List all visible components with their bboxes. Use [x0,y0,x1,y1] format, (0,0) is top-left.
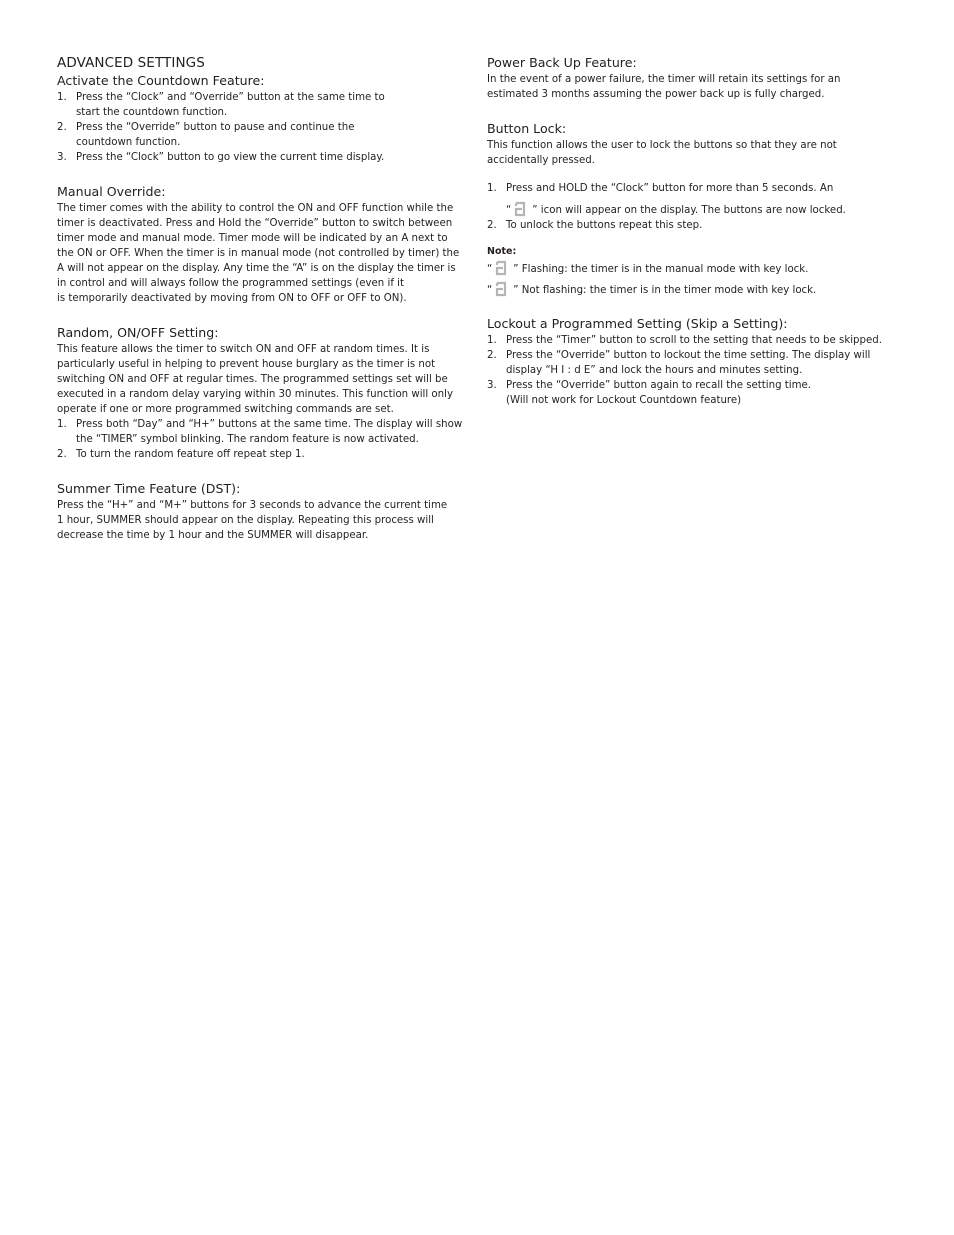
text-line: 1 hour, SUMMER should appear on the display. Repeating this process will [57,515,434,526]
list-item [57,90,467,120]
list-number: 2. [487,350,497,361]
list-text: countdown function. [76,137,181,148]
list-text: display “H I : d E” and lock the hours and minutes setting. [506,365,803,376]
text-line: operate if one or more programmed switching commands are set. [57,404,394,415]
text-line: Press the “H+” and “M+” buttons for 3 seconds to advance the current time [57,500,448,511]
countdown-section [57,73,467,165]
open-quote: “ [487,264,493,275]
key-lock-a-icon [494,281,508,297]
list-text: Press the “Override” button to lockout the time setting. The display will [506,350,871,361]
list-number: 2. [487,220,497,231]
note-text: ” Flashing: the timer is in the manual mode with key lock. [513,264,809,275]
text-line: A will not appear on the display. Any time the “A” is on the display the timer is [57,263,456,274]
summer-heading: Summer Time Feature (DST): [57,481,241,496]
countdown-steps [57,90,467,165]
page-title: ADVANCED SETTINGS [57,55,205,71]
lockout-heading: Lockout a Programmed Setting (Skip a Setting): [487,316,788,331]
text-line: estimated 3 months assuming the power back up is fully charged. [487,89,825,100]
list-item [487,348,892,378]
random-body [57,342,467,417]
list-number: 1. [487,183,497,194]
power-heading: Power Back Up Feature: [487,55,637,70]
list-text: To unlock the buttons repeat this step. [506,220,703,231]
button-lock-heading: Button Lock: [487,121,567,136]
open-quote: “ [487,285,493,296]
summer-section [57,481,467,543]
text-line: switching ON and OFF at regular times. The programmed settings set will be [57,374,448,385]
text-line: accidentally pressed. [487,155,595,166]
random-section [57,325,467,462]
spacer [487,168,892,181]
list-text: the “TIMER” symbol blinking. The random feature is now activated. [76,434,419,445]
note-label: Note: [487,246,517,257]
list-text: start the countdown function. [76,107,228,118]
button-lock-body [487,138,892,168]
list-item [57,417,467,447]
text-line: the ON or OFF. When the timer is in manual mode (not controlled by timer) the [57,248,460,259]
list-number: 2. [57,122,67,133]
list-number: 1. [57,419,67,430]
note-line-not-flashing [487,280,892,301]
lockout-steps [487,333,892,408]
list-text: Press both “Day” and “H+” buttons at the same time. The display will show [76,419,463,430]
button-lock-section [487,121,892,301]
right-column [487,54,892,427]
list-item [487,333,892,348]
list-number: 1. [57,92,67,103]
list-text: Press the “Clock” button to go view the current time display. [76,152,385,163]
power-section [487,55,892,102]
list-item [487,218,892,233]
left-column [57,54,467,562]
manual-override-body [57,201,467,306]
list-text: Press the “Timer” button to scroll to the setting that needs to be skipped. [506,335,882,346]
text-line: timer is deactivated. Press and Hold the “Override” button to switch between [57,218,453,229]
text-line: This feature allows the timer to switch ON and OFF at random times. It is [57,344,430,355]
random-heading: Random, ON/OFF Setting: [57,325,219,340]
text-line: decrease the time by 1 hour and the SUMMER will disappear. [57,530,369,541]
text-line: particularly useful in helping to prevent house burglary as the timer is not [57,359,436,370]
list-number: 3. [487,380,497,391]
open-quote: “ [506,205,512,216]
list-text: To turn the random feature off repeat step 1. [76,449,305,460]
power-body [487,72,892,102]
button-lock-steps [487,181,892,233]
text-line: This function allows the user to lock the buttons so that they are not [487,140,837,151]
list-text: (Will not work for Lockout Countdown feature) [506,395,742,406]
list-number: 3. [57,152,67,163]
summer-body [57,498,467,543]
random-steps [57,417,467,462]
list-text: Press the “Override” button to pause and continue the [76,122,355,133]
list-item [57,120,467,150]
lockout-section [487,316,892,408]
list-text: Press the “Clock” and “Override” button at the same time to [76,92,385,103]
list-item [487,181,892,218]
manual-override-heading: Manual Override: [57,184,166,199]
list-item [57,447,467,462]
list-number: 2. [57,449,67,460]
text-line: in control and will always follow the programmed settings (even if it [57,278,404,289]
text-line: timer mode and manual mode. Timer mode will be indicated by an A next to [57,233,448,244]
list-text: Press and HOLD the “Clock” button for more than 5 seconds. An [506,183,834,194]
key-lock-a-icon [494,260,508,276]
manual-override-section [57,184,467,306]
text-line: The timer comes with the ability to control the ON and OFF function while the [57,203,454,214]
note-text: ” Not flashing: the timer is in the timer mode with key lock. [513,285,817,296]
list-item [57,150,467,165]
list-text-icon-line [506,201,846,218]
spacer [487,233,892,242]
text-line: In the event of a power failure, the timer will retain its settings for an [487,74,841,85]
key-lock-a-icon [513,201,527,217]
icon-caption: ” icon will appear on the display. The buttons are now locked. [532,205,846,216]
list-text: Press the “Override” button again to recall the setting time. [506,380,812,391]
text-line: executed in a random delay varying within 30 minutes. This function will only [57,389,453,400]
text-line: is temporarily deactivated by moving from ON to OFF or OFF to ON). [57,293,407,304]
list-number: 1. [487,335,497,346]
note-line-flashing [487,259,892,280]
countdown-heading: Activate the Countdown Feature: [57,73,265,88]
list-item [487,378,892,408]
